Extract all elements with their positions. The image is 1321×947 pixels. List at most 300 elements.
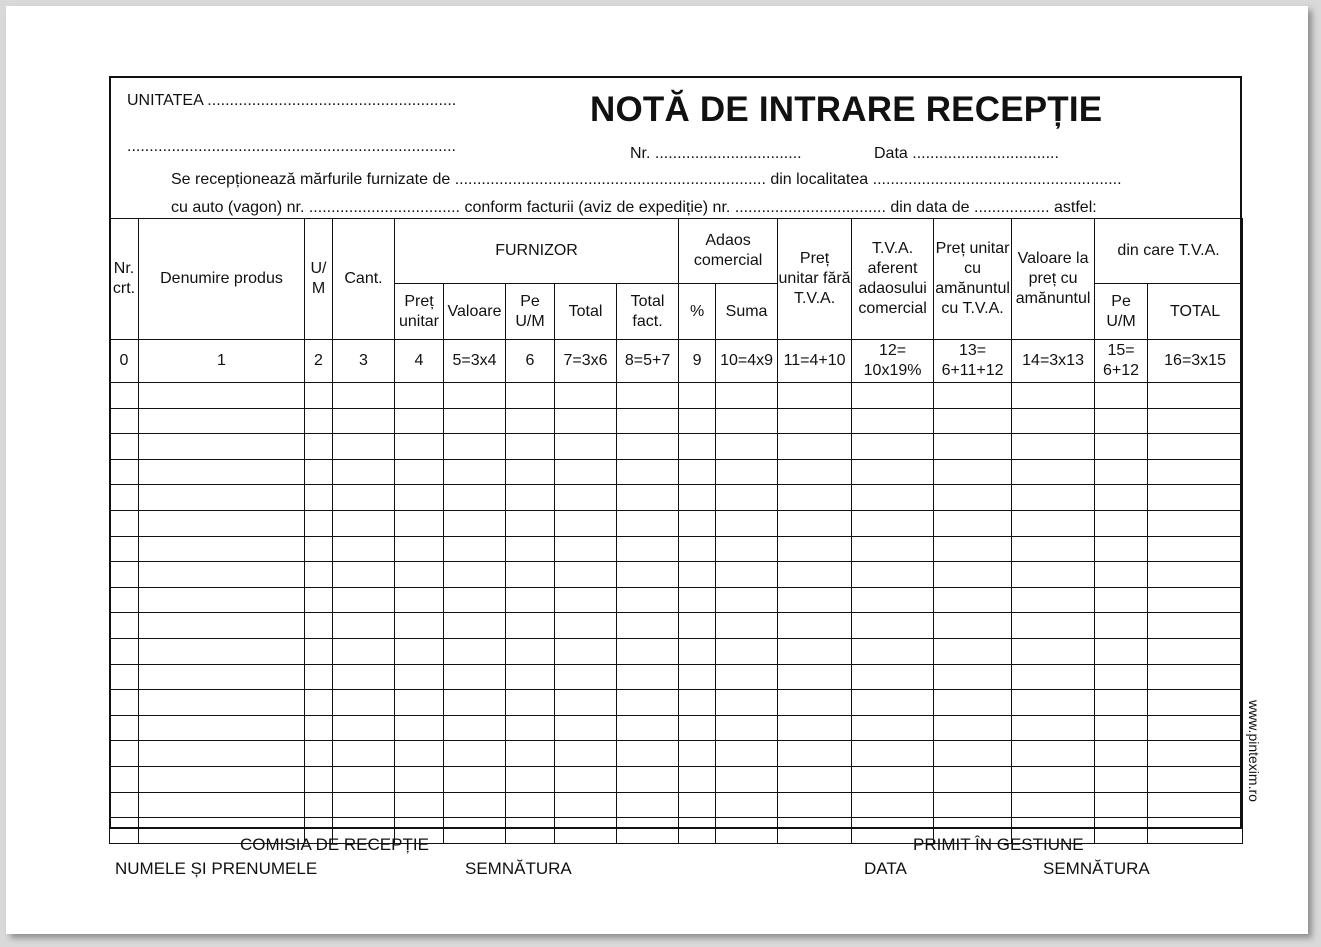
table-cell[interactable] — [555, 715, 617, 741]
table-cell[interactable] — [1095, 408, 1148, 434]
table-cell[interactable] — [555, 408, 617, 434]
table-cell[interactable] — [305, 459, 333, 485]
table-cell[interactable] — [617, 485, 679, 511]
table-cell[interactable] — [778, 485, 852, 511]
table-cell[interactable] — [778, 510, 852, 536]
table-cell[interactable] — [679, 485, 716, 511]
table-cell[interactable] — [716, 562, 778, 588]
table-cell[interactable] — [934, 562, 1012, 588]
table-cell[interactable] — [778, 715, 852, 741]
table-cell[interactable] — [1095, 383, 1148, 409]
table-cell[interactable] — [617, 792, 679, 818]
table-cell[interactable] — [1148, 792, 1243, 818]
table-cell[interactable] — [506, 536, 555, 562]
table-cell[interactable] — [934, 613, 1012, 639]
table-cell[interactable] — [444, 485, 506, 511]
table-cell[interactable] — [305, 690, 333, 716]
table-cell[interactable] — [110, 434, 139, 460]
table-cell[interactable] — [1012, 715, 1095, 741]
table-cell[interactable] — [1148, 485, 1243, 511]
table-cell[interactable] — [110, 562, 139, 588]
table-cell[interactable] — [110, 587, 139, 613]
table-cell[interactable] — [555, 562, 617, 588]
table-cell[interactable] — [1012, 510, 1095, 536]
table-cell[interactable] — [305, 485, 333, 511]
table-cell[interactable] — [716, 715, 778, 741]
table-cell[interactable] — [506, 792, 555, 818]
table-cell[interactable] — [1148, 408, 1243, 434]
table-cell[interactable] — [333, 383, 395, 409]
table-cell[interactable] — [395, 408, 444, 434]
table-cell[interactable] — [305, 741, 333, 767]
table-cell[interactable] — [333, 408, 395, 434]
table-cell[interactable] — [617, 741, 679, 767]
table-cell[interactable] — [852, 383, 934, 409]
table-cell[interactable] — [333, 536, 395, 562]
table-cell[interactable] — [395, 690, 444, 716]
table-cell[interactable] — [444, 664, 506, 690]
table-cell[interactable] — [139, 638, 305, 664]
table-cell[interactable] — [934, 510, 1012, 536]
table-cell[interactable] — [1148, 536, 1243, 562]
table-cell[interactable] — [1012, 536, 1095, 562]
table-cell[interactable] — [110, 818, 139, 844]
table-cell[interactable] — [305, 536, 333, 562]
table-cell[interactable] — [444, 766, 506, 792]
table-cell[interactable] — [555, 587, 617, 613]
column-number: 15= 6+12 — [1095, 340, 1148, 383]
table-cell[interactable] — [110, 766, 139, 792]
table-cell[interactable] — [852, 485, 934, 511]
table-cell[interactable] — [934, 408, 1012, 434]
table-cell[interactable] — [506, 459, 555, 485]
table-cell[interactable] — [716, 613, 778, 639]
table-cell[interactable] — [1095, 792, 1148, 818]
table-cell[interactable] — [1095, 562, 1148, 588]
table-cell[interactable] — [1012, 690, 1095, 716]
table-cell[interactable] — [934, 587, 1012, 613]
table-cell[interactable] — [1148, 664, 1243, 690]
table-cell[interactable] — [716, 766, 778, 792]
table-cell[interactable] — [852, 715, 934, 741]
table-cell[interactable] — [444, 792, 506, 818]
table-cell[interactable] — [444, 562, 506, 588]
table-cell[interactable] — [305, 792, 333, 818]
table-cell[interactable] — [444, 638, 506, 664]
table-cell[interactable] — [1148, 510, 1243, 536]
table-cell[interactable] — [852, 510, 934, 536]
table-cell[interactable] — [1095, 690, 1148, 716]
table-cell[interactable] — [679, 536, 716, 562]
table-cell[interactable] — [1095, 536, 1148, 562]
table-cell[interactable] — [1148, 383, 1243, 409]
table-cell[interactable] — [617, 613, 679, 639]
table-cell[interactable] — [1012, 638, 1095, 664]
table-cell[interactable] — [852, 613, 934, 639]
table-cell[interactable] — [139, 587, 305, 613]
table-cell[interactable] — [679, 510, 716, 536]
table-cell[interactable] — [395, 741, 444, 767]
table-cell[interactable] — [110, 690, 139, 716]
table-cell[interactable] — [506, 562, 555, 588]
table-cell[interactable] — [506, 690, 555, 716]
table-cell[interactable] — [1095, 715, 1148, 741]
table-cell[interactable] — [679, 459, 716, 485]
table-cell[interactable] — [395, 562, 444, 588]
table-cell[interactable] — [852, 536, 934, 562]
table-cell[interactable] — [679, 741, 716, 767]
table-cell[interactable] — [1012, 587, 1095, 613]
table-cell[interactable] — [333, 613, 395, 639]
table-cell[interactable] — [1148, 766, 1243, 792]
table-cell[interactable] — [852, 638, 934, 664]
table-cell[interactable] — [617, 715, 679, 741]
table-cell[interactable] — [395, 536, 444, 562]
table-cell[interactable] — [716, 587, 778, 613]
table-cell[interactable] — [506, 664, 555, 690]
table-cell[interactable] — [852, 408, 934, 434]
table-cell[interactable] — [617, 510, 679, 536]
table-cell[interactable] — [934, 664, 1012, 690]
table-cell[interactable] — [555, 638, 617, 664]
table-cell[interactable] — [679, 766, 716, 792]
table-cell[interactable] — [305, 587, 333, 613]
table-cell[interactable] — [778, 792, 852, 818]
table-cell[interactable] — [1148, 715, 1243, 741]
table-cell[interactable] — [679, 587, 716, 613]
table-cell[interactable] — [506, 383, 555, 409]
table-cell[interactable] — [395, 766, 444, 792]
table-cell[interactable] — [506, 485, 555, 511]
table-cell[interactable] — [506, 818, 555, 844]
table-cell[interactable] — [555, 741, 617, 767]
table-cell[interactable] — [778, 459, 852, 485]
table-cell[interactable] — [333, 638, 395, 664]
table-cell[interactable] — [778, 536, 852, 562]
table-cell[interactable] — [852, 587, 934, 613]
table-cell[interactable] — [1148, 434, 1243, 460]
table-cell[interactable] — [395, 383, 444, 409]
table-cell[interactable] — [333, 664, 395, 690]
table-cell[interactable] — [139, 715, 305, 741]
table-cell[interactable] — [555, 766, 617, 792]
table-cell[interactable] — [139, 690, 305, 716]
table-cell[interactable] — [333, 766, 395, 792]
table-cell[interactable] — [1012, 792, 1095, 818]
table-cell[interactable] — [679, 383, 716, 409]
table-cell[interactable] — [110, 715, 139, 741]
table-cell[interactable] — [139, 485, 305, 511]
table-cell[interactable] — [555, 664, 617, 690]
table-cell[interactable] — [778, 690, 852, 716]
table-cell[interactable] — [1148, 459, 1243, 485]
table-cell[interactable] — [716, 510, 778, 536]
table-cell[interactable] — [778, 587, 852, 613]
table-cell[interactable] — [305, 638, 333, 664]
table-cell[interactable] — [444, 715, 506, 741]
table-cell[interactable] — [305, 562, 333, 588]
table-cell[interactable] — [679, 690, 716, 716]
table-cell[interactable] — [139, 613, 305, 639]
table-cell[interactable] — [506, 741, 555, 767]
table-cell[interactable] — [617, 587, 679, 613]
table-cell[interactable] — [139, 664, 305, 690]
table-cell[interactable] — [444, 587, 506, 613]
table-cell[interactable] — [506, 434, 555, 460]
table-cell[interactable] — [778, 613, 852, 639]
table-cell[interactable] — [778, 638, 852, 664]
table-cell[interactable] — [617, 690, 679, 716]
table-cell[interactable] — [934, 792, 1012, 818]
table-cell[interactable] — [716, 638, 778, 664]
table-cell[interactable] — [679, 715, 716, 741]
table-cell[interactable] — [139, 459, 305, 485]
table-cell[interactable] — [395, 459, 444, 485]
table-cell[interactable] — [1095, 485, 1148, 511]
table-cell[interactable] — [444, 459, 506, 485]
table-cell[interactable] — [617, 664, 679, 690]
table-cell[interactable] — [852, 690, 934, 716]
table-cell[interactable] — [139, 562, 305, 588]
table-cell[interactable] — [778, 818, 852, 844]
table-cell[interactable] — [934, 715, 1012, 741]
table-cell[interactable] — [1012, 434, 1095, 460]
table-cell[interactable] — [1148, 562, 1243, 588]
table-cell[interactable] — [305, 664, 333, 690]
table-cell[interactable] — [305, 715, 333, 741]
table-cell[interactable] — [778, 664, 852, 690]
table-cell[interactable] — [139, 766, 305, 792]
table-cell[interactable] — [555, 383, 617, 409]
table-cell[interactable] — [555, 792, 617, 818]
table-cell[interactable] — [852, 766, 934, 792]
table-cell[interactable] — [395, 613, 444, 639]
table-cell[interactable] — [934, 741, 1012, 767]
table-cell[interactable] — [1012, 485, 1095, 511]
table-cell[interactable] — [617, 562, 679, 588]
table-cell[interactable] — [778, 766, 852, 792]
table-cell[interactable] — [395, 587, 444, 613]
table-cell[interactable] — [333, 434, 395, 460]
table-cell[interactable] — [110, 664, 139, 690]
table-cell[interactable] — [716, 459, 778, 485]
table-cell[interactable] — [444, 741, 506, 767]
table-cell[interactable] — [506, 510, 555, 536]
table-cell[interactable] — [1148, 587, 1243, 613]
table-cell[interactable] — [333, 485, 395, 511]
table-cell[interactable] — [333, 587, 395, 613]
table-cell[interactable] — [110, 459, 139, 485]
table-cell[interactable] — [555, 510, 617, 536]
table-cell[interactable] — [506, 408, 555, 434]
table-cell[interactable] — [110, 613, 139, 639]
table-cell[interactable] — [1095, 818, 1148, 844]
table-cell[interactable] — [444, 383, 506, 409]
table-cell[interactable] — [555, 485, 617, 511]
table-cell[interactable] — [555, 818, 617, 844]
table-cell[interactable] — [1095, 587, 1148, 613]
table-cell[interactable] — [110, 792, 139, 818]
table-cell[interactable] — [934, 383, 1012, 409]
table-cell[interactable] — [716, 383, 778, 409]
table-cell[interactable] — [139, 408, 305, 434]
table-cell[interactable] — [1095, 741, 1148, 767]
table-cell[interactable] — [679, 664, 716, 690]
table-cell[interactable] — [1148, 638, 1243, 664]
table-cell[interactable] — [778, 562, 852, 588]
table-cell[interactable] — [934, 766, 1012, 792]
table-cell[interactable] — [617, 536, 679, 562]
table-cell[interactable] — [110, 383, 139, 409]
table-cell[interactable] — [1095, 613, 1148, 639]
table-cell[interactable] — [333, 510, 395, 536]
table-cell[interactable] — [679, 562, 716, 588]
table-cell[interactable] — [679, 638, 716, 664]
table-cell[interactable] — [110, 741, 139, 767]
table-cell[interactable] — [139, 434, 305, 460]
table-cell[interactable] — [395, 510, 444, 536]
table-cell[interactable] — [617, 408, 679, 434]
table-cell[interactable] — [444, 818, 506, 844]
table-cell[interactable] — [139, 741, 305, 767]
table-cell[interactable] — [305, 510, 333, 536]
table-cell[interactable] — [934, 536, 1012, 562]
table-cell[interactable] — [852, 434, 934, 460]
table-cell[interactable] — [305, 613, 333, 639]
table-cell[interactable] — [778, 408, 852, 434]
table-cell[interactable] — [139, 510, 305, 536]
table-cell[interactable] — [716, 664, 778, 690]
table-cell[interactable] — [395, 434, 444, 460]
table-cell[interactable] — [139, 792, 305, 818]
table-cell[interactable] — [395, 485, 444, 511]
table-cell[interactable] — [1012, 408, 1095, 434]
table-cell[interactable] — [395, 792, 444, 818]
table-cell[interactable] — [444, 434, 506, 460]
table-cell[interactable] — [934, 638, 1012, 664]
table-cell[interactable] — [444, 510, 506, 536]
table-cell[interactable] — [444, 690, 506, 716]
table-cell[interactable] — [305, 766, 333, 792]
table-cell[interactable] — [716, 792, 778, 818]
table-cell[interactable] — [110, 408, 139, 434]
table-cell[interactable] — [333, 459, 395, 485]
table-cell[interactable] — [778, 434, 852, 460]
table-cell[interactable] — [934, 690, 1012, 716]
table-cell[interactable] — [852, 792, 934, 818]
table-cell[interactable] — [1095, 434, 1148, 460]
table-cell[interactable] — [506, 638, 555, 664]
table-cell[interactable] — [139, 536, 305, 562]
table-cell[interactable] — [1012, 664, 1095, 690]
table-cell[interactable] — [679, 434, 716, 460]
table-cell[interactable] — [1012, 741, 1095, 767]
table-cell[interactable] — [679, 408, 716, 434]
table-cell[interactable] — [1148, 613, 1243, 639]
table-cell[interactable] — [617, 818, 679, 844]
table-cell[interactable] — [506, 613, 555, 639]
table-cell[interactable] — [852, 459, 934, 485]
table-cell[interactable] — [110, 638, 139, 664]
table-cell[interactable] — [333, 715, 395, 741]
table-cell[interactable] — [716, 434, 778, 460]
table-cell[interactable] — [333, 562, 395, 588]
table-cell[interactable] — [1095, 638, 1148, 664]
table-cell[interactable] — [1095, 766, 1148, 792]
table-cell[interactable] — [555, 536, 617, 562]
table-cell[interactable] — [716, 485, 778, 511]
table-cell[interactable] — [1012, 613, 1095, 639]
table-cell[interactable] — [1095, 459, 1148, 485]
table-cell[interactable] — [716, 408, 778, 434]
table-cell[interactable] — [305, 434, 333, 460]
table-cell[interactable] — [333, 741, 395, 767]
table-cell[interactable] — [679, 818, 716, 844]
table-cell[interactable] — [617, 383, 679, 409]
table-cell[interactable] — [934, 459, 1012, 485]
table-cell[interactable] — [716, 536, 778, 562]
table-cell[interactable] — [716, 690, 778, 716]
table-cell[interactable] — [333, 792, 395, 818]
table-cell[interactable] — [679, 613, 716, 639]
table-cell[interactable] — [110, 485, 139, 511]
table-cell[interactable] — [1095, 664, 1148, 690]
table-cell[interactable] — [444, 613, 506, 639]
table-cell[interactable] — [555, 613, 617, 639]
table-cell[interactable] — [617, 459, 679, 485]
table-cell[interactable] — [139, 383, 305, 409]
table-cell[interactable] — [506, 587, 555, 613]
table-cell[interactable] — [1012, 383, 1095, 409]
table-cell[interactable] — [395, 715, 444, 741]
table-cell[interactable] — [1148, 690, 1243, 716]
table-cell[interactable] — [506, 766, 555, 792]
table-cell[interactable] — [679, 792, 716, 818]
table-cell[interactable] — [617, 434, 679, 460]
table-cell[interactable] — [110, 510, 139, 536]
table-cell[interactable] — [506, 715, 555, 741]
table-cell[interactable] — [555, 459, 617, 485]
table-cell[interactable] — [852, 664, 934, 690]
table-cell[interactable] — [617, 638, 679, 664]
table-cell[interactable] — [852, 562, 934, 588]
table-cell[interactable] — [333, 690, 395, 716]
table-cell[interactable] — [852, 741, 934, 767]
table-cell[interactable] — [1012, 459, 1095, 485]
table-cell[interactable] — [1148, 818, 1243, 844]
table-cell[interactable] — [305, 408, 333, 434]
table-cell[interactable] — [716, 818, 778, 844]
table-cell[interactable] — [1012, 562, 1095, 588]
table-cell[interactable] — [444, 536, 506, 562]
table-cell[interactable] — [395, 638, 444, 664]
table-cell[interactable] — [305, 383, 333, 409]
table-cell[interactable] — [1012, 766, 1095, 792]
table-cell[interactable] — [1148, 741, 1243, 767]
table-cell[interactable] — [778, 741, 852, 767]
table-cell[interactable] — [1095, 510, 1148, 536]
table-cell[interactable] — [934, 434, 1012, 460]
table-cell[interactable] — [555, 690, 617, 716]
table-cell[interactable] — [110, 536, 139, 562]
table-cell[interactable] — [555, 434, 617, 460]
table-cell[interactable] — [934, 485, 1012, 511]
table-cell[interactable] — [778, 383, 852, 409]
table-cell[interactable] — [395, 664, 444, 690]
table-cell[interactable] — [617, 766, 679, 792]
table-cell[interactable] — [444, 408, 506, 434]
table-cell[interactable] — [716, 741, 778, 767]
